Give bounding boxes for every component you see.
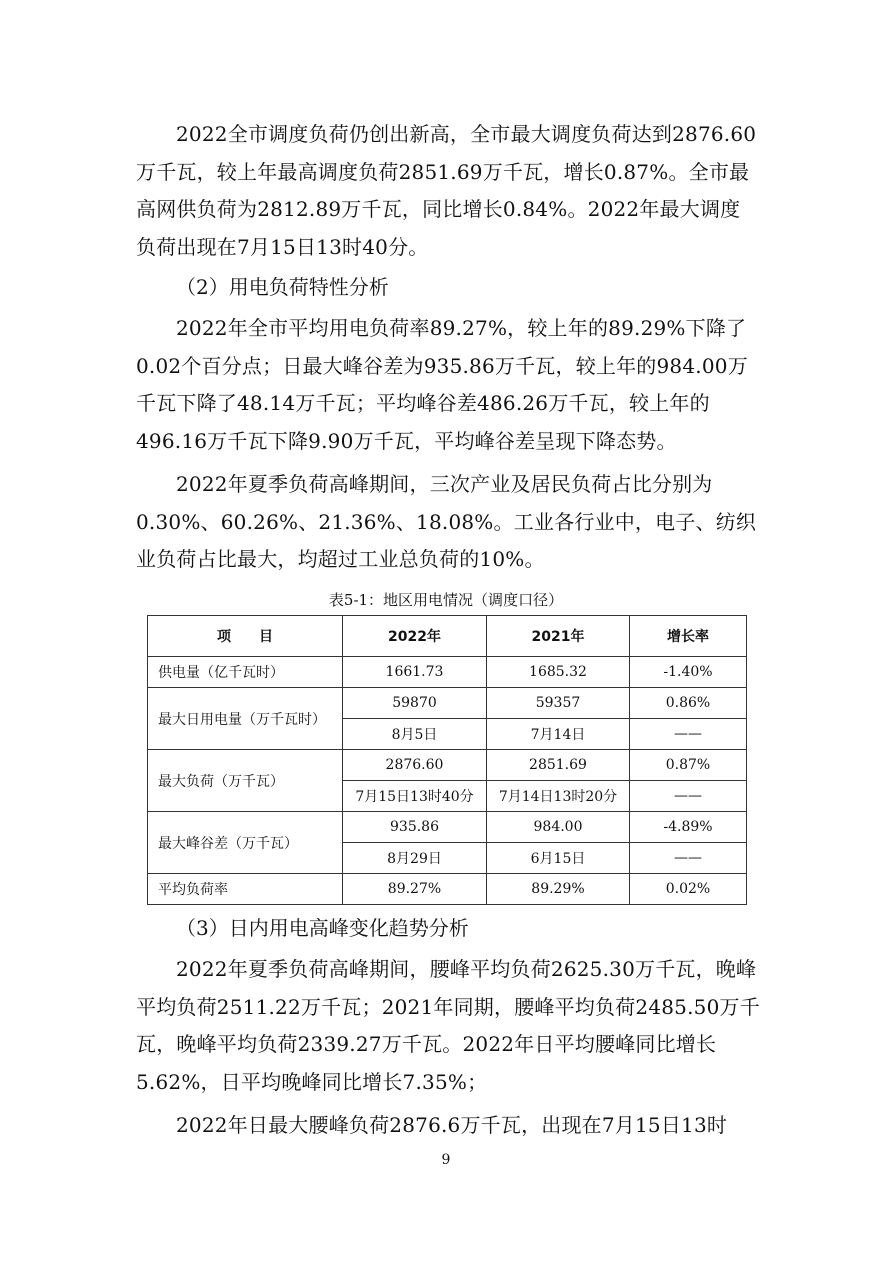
cell-growth: -4.89% xyxy=(630,812,747,843)
header-2021: 2021年 xyxy=(487,616,630,657)
paragraph-summer-peak-share: 2022年夏季负荷高峰期间，三次产业及居民负荷占比分别为0.30%、60.26%、21.36%、18.08%。工业各行业中，电子、纺织业负荷占比最大，均超过工业总负荷的10%。 xyxy=(136,472,757,571)
header-item: 项 目 xyxy=(148,616,343,657)
row-label: 平均负荷率 xyxy=(148,874,343,905)
section-heading-load-characteristics: （2）用电负荷特性分析 xyxy=(176,275,389,299)
header-growth: 增长率 xyxy=(630,616,747,657)
cell-growth: 0.87% xyxy=(630,750,747,781)
cell-date-2021: 7月14日13时20分 xyxy=(487,781,630,812)
cell-2021: 984.00 xyxy=(487,812,630,843)
cell-date-growth: —— xyxy=(630,719,747,750)
table-row xyxy=(148,812,747,843)
cell-2021: 1685.32 xyxy=(487,657,630,688)
table-row xyxy=(148,657,747,688)
section-heading-intraday-peak: （3）日内用电高峰变化趋势分析 xyxy=(176,916,469,940)
cell-growth: 0.86% xyxy=(630,688,747,719)
cell-date-growth: —— xyxy=(630,781,747,812)
cell-growth: -1.40% xyxy=(630,657,747,688)
cell-date-2022: 8月29日 xyxy=(343,843,487,874)
cell-2022: 1661.73 xyxy=(343,657,487,688)
electricity-usage-table xyxy=(147,615,747,905)
cell-2022: 89.27% xyxy=(343,874,487,905)
table-row xyxy=(148,750,747,781)
paragraph-load-rate: 2022年全市平均用电负荷率89.27%，较上年的89.29%下降了0.02个百分点；日最大峰谷差为935.86万千瓦，较上年的984.00万千瓦下降了48.14万千瓦；平均峰谷差486.26万千瓦，较上年的496.16万千瓦下降9.90万千瓦，平均峰谷差呈现下降态势。 xyxy=(136,316,748,453)
row-label: 最大负荷（万千瓦） xyxy=(148,750,343,812)
cell-2021: 2851.69 xyxy=(487,750,630,781)
cell-2021: 59357 xyxy=(487,688,630,719)
cell-2022: 935.86 xyxy=(343,812,487,843)
paragraph-waist-evening-peak: 2022年夏季负荷高峰期间，腰峰平均负荷2625.30万千瓦，晚峰平均负荷2511.22万千瓦；2021年同期，腰峰平均负荷2485.50万千瓦，晚峰平均负荷2339.27万千瓦。2022年日平均腰峰同比增长5.62%，日平均晚峰同比增长7.35%； xyxy=(136,957,760,1094)
cell-date-growth: —— xyxy=(630,843,747,874)
paragraph-max-waist-peak: 2022年日最大腰峰负荷2876.6万千瓦，出现在7月15日13时 xyxy=(176,1113,728,1137)
table-header-row xyxy=(148,616,747,657)
cell-2022: 59870 xyxy=(343,688,487,719)
paragraph-dispatch-load: 2022全市调度负荷仍创出新高，全市最大调度负荷达到2876.60万千瓦，较上年最高调度负荷2851.69万千瓦，增长0.87%。全市最高网供负荷为2812.89万千瓦，同比增长0.84%。2022年最大调度负荷出现在7月15日13时40分。 xyxy=(136,122,757,259)
cell-date-2021: 7月14日 xyxy=(487,719,630,750)
table-row xyxy=(148,688,747,719)
row-label: 最大峰谷差（万千瓦） xyxy=(148,812,343,874)
cell-2022: 2876.60 xyxy=(343,750,487,781)
table-row xyxy=(148,874,747,905)
cell-growth: 0.02% xyxy=(630,874,747,905)
row-label: 供电量（亿千瓦时） xyxy=(148,657,343,688)
header-2022: 2022年 xyxy=(343,616,487,657)
cell-date-2022: 8月5日 xyxy=(343,719,487,750)
cell-2021: 89.29% xyxy=(487,874,630,905)
cell-date-2022: 7月15日13时40分 xyxy=(343,781,487,812)
page-number: 9 xyxy=(441,1152,451,1168)
table-caption: 表5-1：地区用电情况（调度口径） xyxy=(328,591,564,609)
row-label: 最大日用电量（万千瓦时） xyxy=(148,688,343,750)
cell-date-2021: 6月15日 xyxy=(487,843,630,874)
